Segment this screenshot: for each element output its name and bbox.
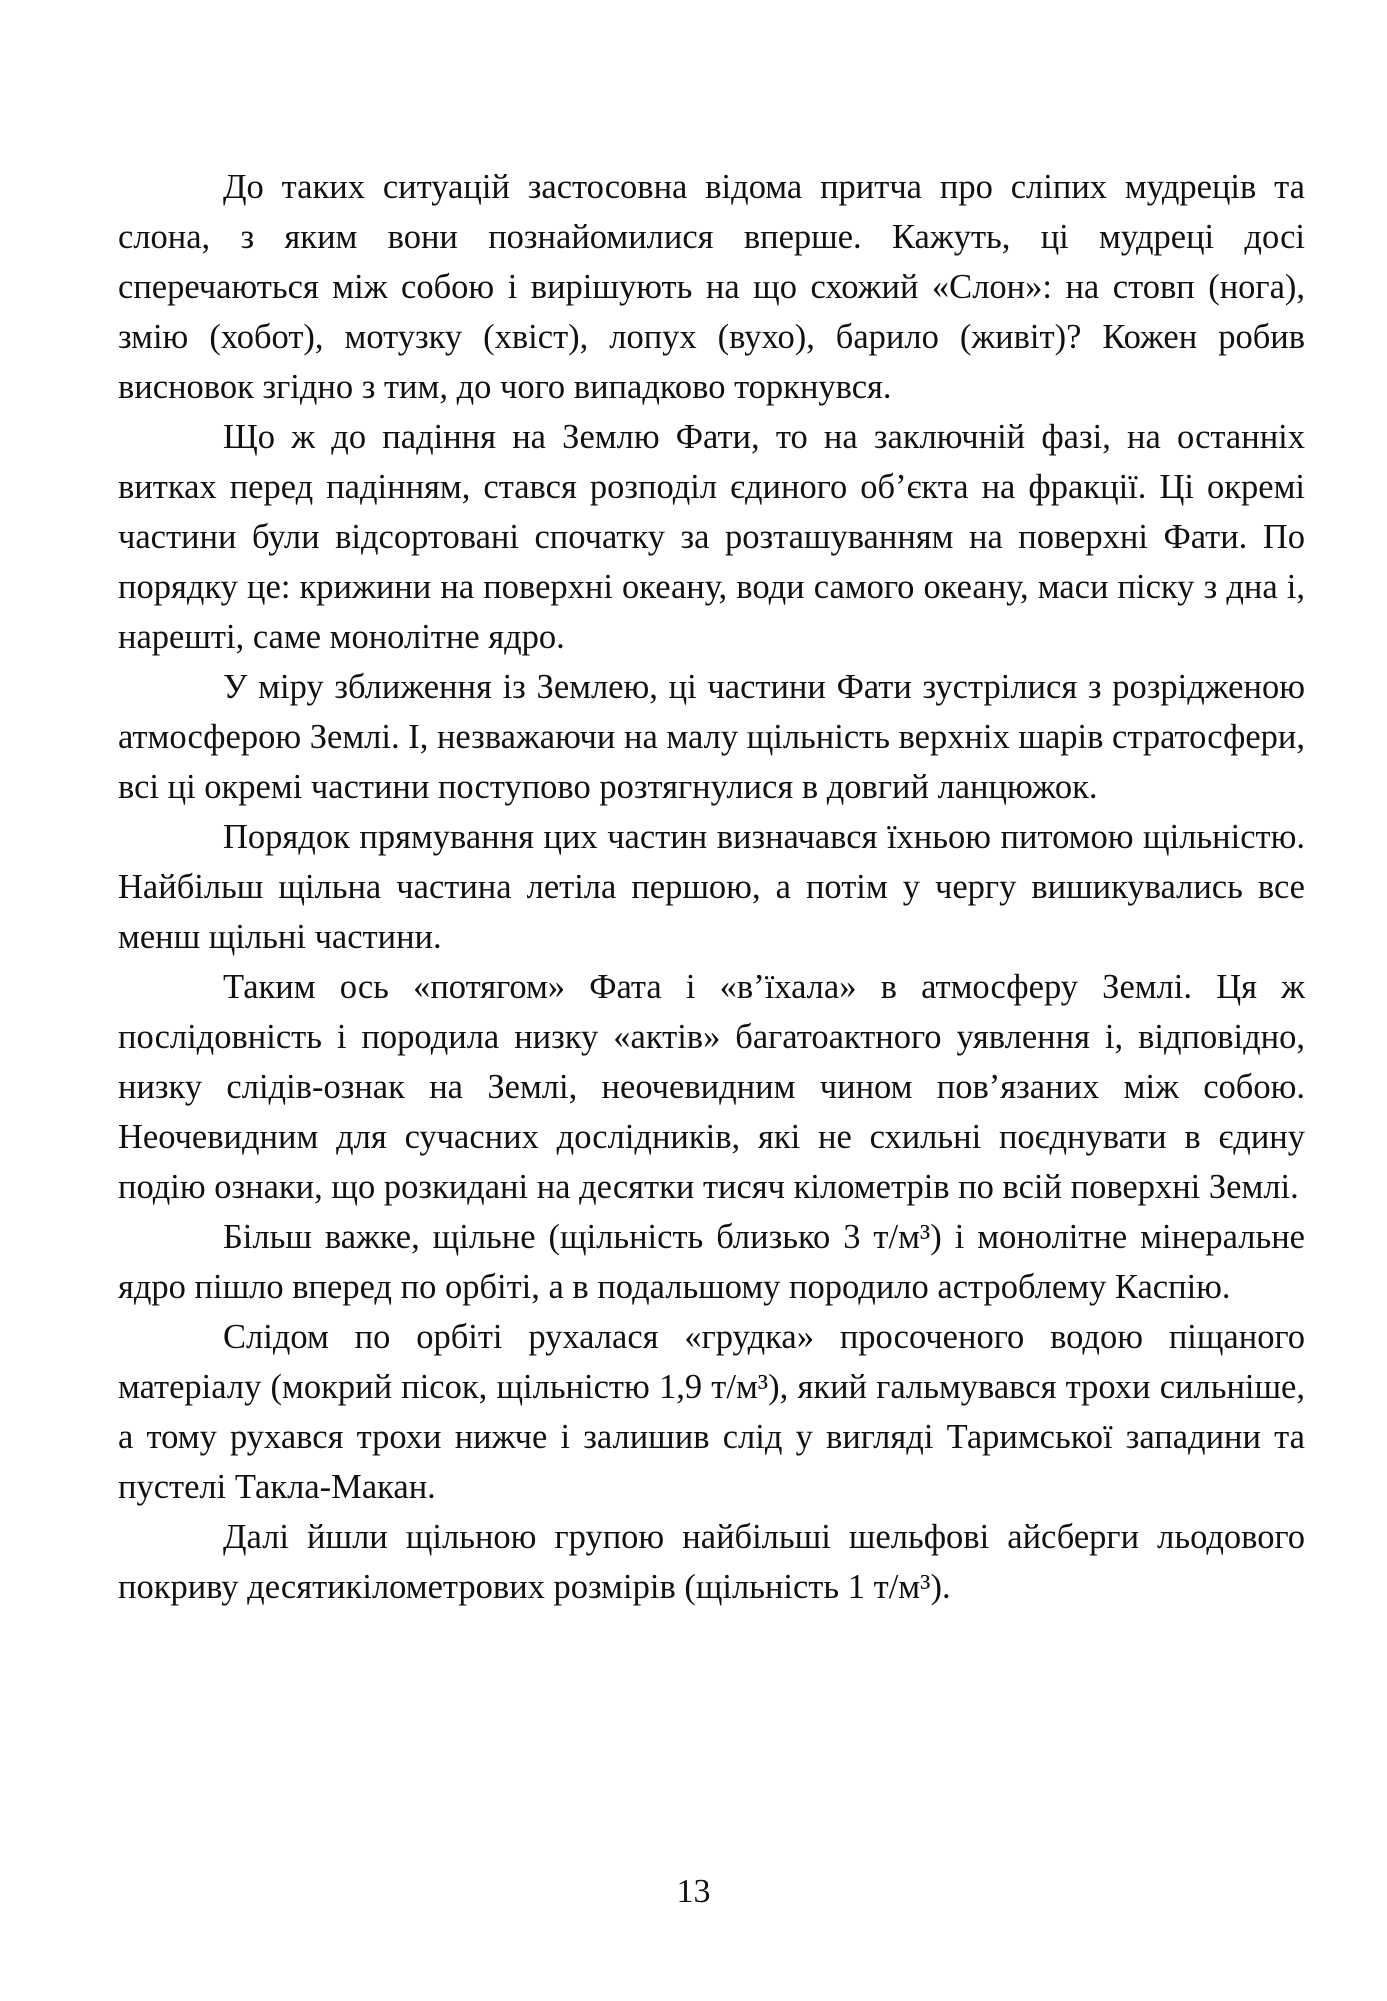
paragraph-4: Порядок прямування цих частин визначався їхньою питомою щільністю. Найбільш щільна частина летіла першою, а потім у чергу вишикувались все менш щільні частини. (118, 818, 1305, 956)
paragraph-1: До таких ситуацій застосовна відома притча про сліпих мудреців та слона, з яким вони познайомилися вперше. Кажуть, ці мудреці досі сперечаються між собою і вирішують на що схожий «Слон»: на стовп (нога), змію (хобот), мотузку (хвіст), лопух (вухо), барило (живіт)? Кожен робив висновок згідно з тим, до чого випадково торкнувся. (118, 168, 1305, 406)
paragraph-8: Далі йшли щільною групою найбільші шельфові айсберги льодового покриву десятикілометрових розмірів (щільність 1 т/м³). (118, 1518, 1305, 1606)
page-body (118, 162, 1305, 1612)
paragraph-5: Таким ось «потягом» Фата і «в’їхала» в атмосферу Землі. Ця ж послідовність і породила низку «актів» багатоактного уявлення і, відповідно, низку слідів-ознак на Землі, неочевидним чином пов’язаних між собою. Неочевидним для сучасних дослідників, які не схильні поєднувати в єдину подію ознаки, що розкидані на десятки тисяч кілометрів по всій поверхні Землі. (118, 968, 1305, 1206)
paragraph-6: Більш важке, щільне (щільність близько 3 т/м³) і монолітне мінеральне ядро пішло вперед по орбіті, а в подальшому породило астроблему Каспію. (118, 1218, 1305, 1306)
paragraph-7: Слідом по орбіті рухалася «грудка» просоченого водою піщаного матеріалу (мокрий пісок, щільністю 1,9 т/м³), який гальмувався трохи сильніше, а тому рухався трохи нижче і залишив слід у вигляді Таримської западини та пустелі Такла-Макан. (118, 1318, 1305, 1506)
page-number: 13 (676, 1873, 711, 1910)
paragraph-2: Що ж до падіння на Землю Фати, то на заключній фазі, на останніх витках перед падінням, стався розподіл єдиного об’єкта на фракції. Ці окремі частини були відсортовані спочатку за розташуванням на поверхні Фати. По порядку це: крижини на поверхні океану, води самого океану, маси піску з дна і, нарешті, саме монолітне ядро. (118, 418, 1305, 656)
paragraph-3: У міру зближення із Землею, ці частини Фати зустрілися з розрідженою атмосферою Землі. І, незважаючи на малу щільність верхніх шарів стратосфери, всі ці окремі частини поступово розтягнулися в довгий ланцюжок. (118, 668, 1305, 806)
